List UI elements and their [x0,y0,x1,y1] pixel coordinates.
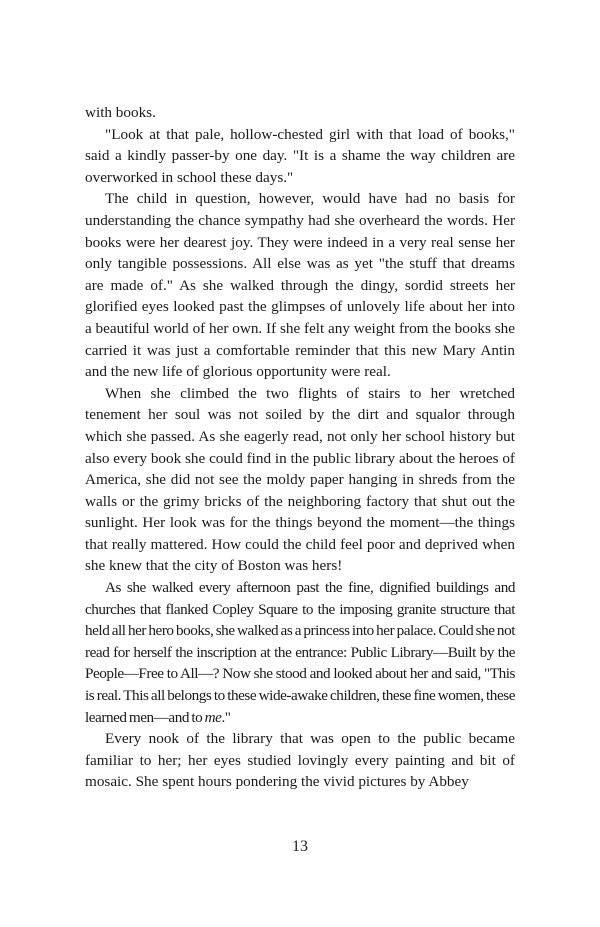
closing-quote: ." [221,708,231,726]
paragraph-5-text: As she walked every afternoon past the fine, dignified buildings and churches that flanked Copley Square to the imposing granite structure that held all her hero books, she walked as a princess into her palace. Could she not read for herself the inscription at the entrance: Public Library—Built by the People—Free to All—? Now she stood and looked about her and said, "This is real. This all belongs to these wide-awake children, these fine women, these learned men—and to [85,579,515,726]
paragraph-3: The child in question, however, would have had no basis for understanding the chance sympathy had she overheard the words. Her books were her dearest joy. They were indeed in a very real sense her only tangible possessions. All else was as yet "the stuff that dreams are made of." As she walked through the dingy, sordid streets her glorified eyes looked past the glimpses of unlovely life about her into a beautiful world of her own. If she felt any weight from the books she carried it was just a comfortable reminder that this new Mary Antin and the new life of glorious opportunity were real. [85,190,515,381]
paragraph-2: "Look at that pale, hollow-chested girl with that load of books," said a kindly passer-by one day. "It is a shame the way children are overworked in school these days." [85,125,515,186]
paragraph-6: Every nook of the library that was open to the public became familiar to her; her eyes studied lovingly every painting and bit of mosaic. She spent hours pondering the vivid pictures by Abbey [85,730,515,791]
page-number: 13 [292,838,308,855]
emphasis-word: me [204,708,222,726]
page-body [85,102,515,793]
paragraph-5 [85,577,515,728]
paragraph-1: with books. [85,104,156,121]
paragraph-4: When she climbed the two flights of stairs to her wretched tenement her soul was not soiled by the dirt and squalor through which she passed. As she eagerly read, not only her school history but also every book she could find in the public library about the heroes of America, she did not see the moldy paper hanging in shreds from the walls or the grimy bricks of the neighboring factory that shut out the sunlight. Her look was for the things beyond the moment—the things that really mattered. How could the child feel poor and deprived when she knew that the city of Boston was hers! [85,384,515,575]
